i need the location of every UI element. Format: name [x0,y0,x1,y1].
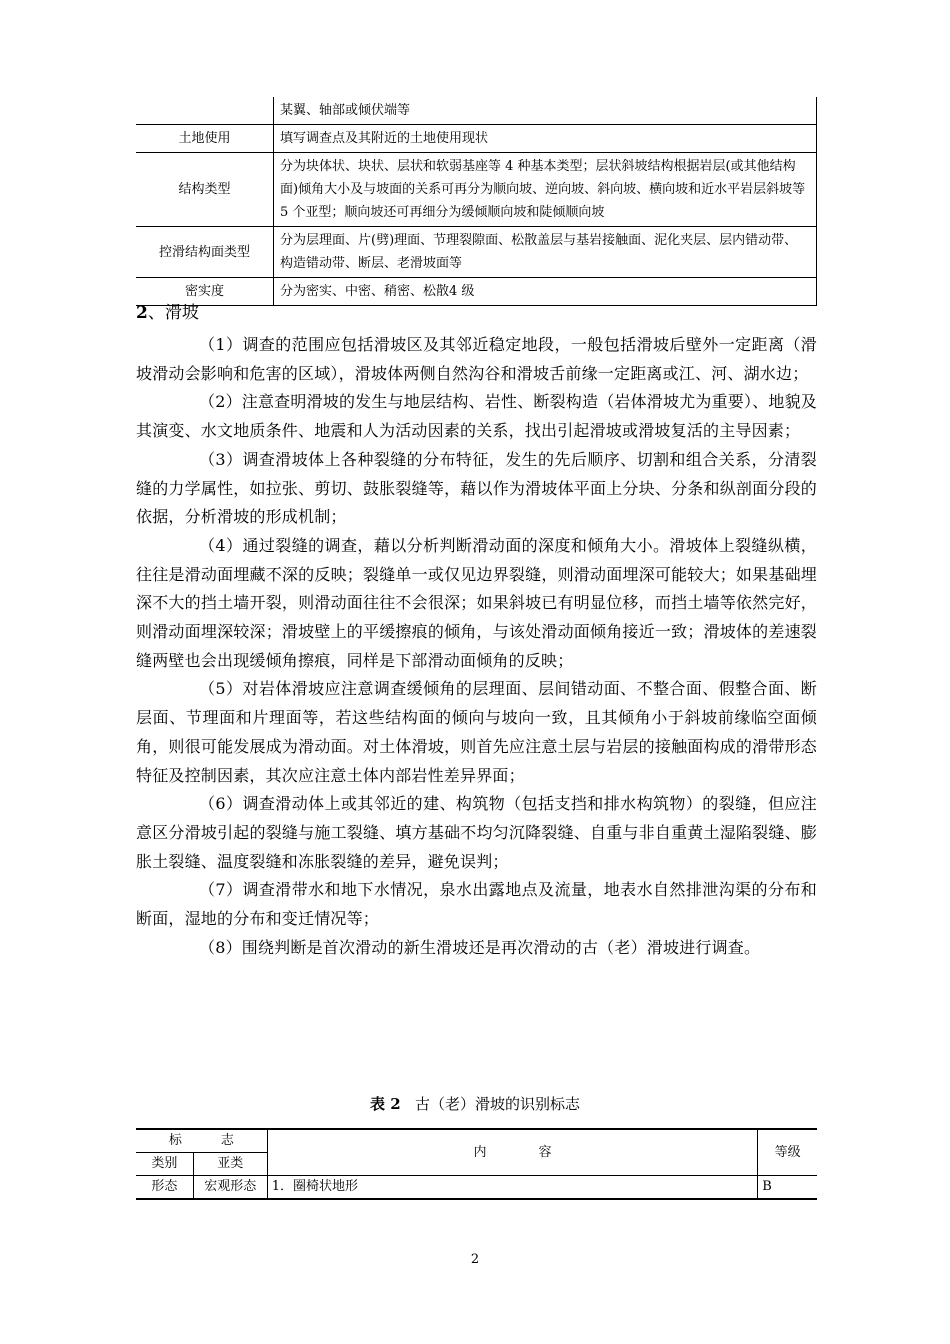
paragraph: （4）通过裂缝的调查，藉以分析判断滑动面的深度和倾角大小。滑坡体上裂缝纵横，往往是滑动面埋藏不深的反映；裂缝单一或仅见边界裂缝，则滑动面埋深可能较大；如果基础埋深不大的挡土墙开裂，则滑动面往往不会很深；如果斜坡已有明显位移，而挡土墙等依然完好，则滑动面埋深较深；滑坡壁上的平缓擦痕的倾角，与该处滑动面倾角接近一致；滑坡体的差速裂缝两壁也会出现缓倾角擦痕，同样是下部滑动面倾角的反映； [136,535,817,670]
table-header-row [136,1129,817,1153]
paragraph: （6）调查滑动体上或其邻近的建、构筑物（包括支挡和排水构筑物）的裂缝，但应注意区分滑坡引起的裂缝与施工裂缝、填方基础不均匀沉降裂缝、自重与非自重黄土湿陷裂缝、膨胀土裂缝、温度裂缝和冻胀裂缝的差异，避免误判； [136,794,817,871]
table-row [136,153,817,227]
section-heading [136,298,199,323]
cell-content: 1．圈椅状地形 [267,1176,757,1200]
row-content: 分为块体状、块状、层状和软弱基座等 4 种基本类型；层状斜坡结构根据岩层(或其他结构面)倾角大小及与坡面的关系可再分为顺向坡、逆向坡、斜向坡、横向坡和近水平岩层斜坡等 5 个亚型；顺向坡还可再细分为缓倾顺向坡和陡倾顺向坡 [274,153,817,227]
section-title: 、滑坡 [147,303,199,323]
cell-grade: B [758,1176,817,1200]
paragraph: （7）调查滑带水和地下水情况，泉水出露地点及流量，地表水自然排泄沟渠的分布和断面，湿地的分布和变迁情况等； [136,880,817,929]
page-number: 2 [470,1252,480,1267]
table-row [136,278,817,306]
header-category: 类别 [136,1153,193,1176]
header-grade: 等级 [758,1129,817,1176]
landslide-identification-table [136,1128,817,1200]
classification-table-continued [136,97,817,306]
body-text [136,331,817,962]
row-label: 控滑结构面类型 [136,227,274,278]
paragraph: （2）注意查明滑坡的发生与地层结构、岩性、断裂构造（岩体滑坡尤为重要）、地貌及其演变、水文地质条件、地震和人为活动因素的关系，找出引起滑坡或滑坡复活的主导因素； [136,392,817,441]
paragraph: （3）调查滑坡体上各种裂缝的分布特征，发生的先后顺序、切割和组合关系，分清裂缝的力学属性，如拉张、剪切、鼓胀裂缝等，藉以作为滑坡体平面上分块、分条和纵剖面分段的依据，分析滑坡的形成机制； [136,449,817,527]
row-label: 土地使用 [136,125,274,153]
table-row [136,97,817,125]
table-row [136,1176,817,1200]
cell-category: 形态 [136,1176,193,1200]
paragraph: （8）围绕判断是首次滑动的新生滑坡还是再次滑动的古（老）滑坡进行调查。 [199,937,761,957]
section-number: 2 [136,303,148,323]
table-row [136,227,817,278]
row-content: 分为密实、中密、稍密、松散4 级 [274,278,817,306]
paragraph: （1）调查的范围应包括滑坡区及其邻近稳定地段，一般包括滑坡后壁外一定距离（滑坡滑动会影响和危害的区域），滑坡体两侧自然沟谷和滑坡舌前缘一定距离或江、河、湖水边； [136,335,817,383]
header-sign: 标 志 [136,1129,267,1153]
row-content: 分为层理面、片(劈)理面、节理裂隙面、松散盖层与基岩接触面、泥化夹层、层内错动带、构造错动带、断层、老滑坡面等 [274,227,817,278]
row-label [136,97,274,125]
table-caption [0,1093,950,1114]
cell-subcategory: 宏观形态 [193,1176,267,1200]
caption-title: 古（老）滑坡的识别标志 [414,1095,580,1113]
paragraph: （5）对岩体滑坡应注意调查缓倾角的层理面、层间错动面、不整合面、假整合面、断层面、节理面和片理面等，若这些结构面的倾向与坡向一致，且其倾角小于斜坡前缘临空面倾角，则很可能发展成为滑动面。对土体滑坡，则首先应注意土层与岩层的接触面构成的滑带形态特征及控制因素，其次应注意土体内部岩性差异界面； [136,679,817,785]
row-label: 密实度 [136,278,274,306]
row-label: 结构类型 [136,153,274,227]
row-content: 填写调查点及其附近的土地使用现状 [274,125,817,153]
header-subcategory: 亚类 [193,1153,267,1176]
header-content: 内 容 [267,1129,757,1176]
caption-number: 表 2 [370,1095,401,1113]
row-content: 某翼、轴部或倾伏端等 [274,97,817,125]
table-row [136,125,817,153]
